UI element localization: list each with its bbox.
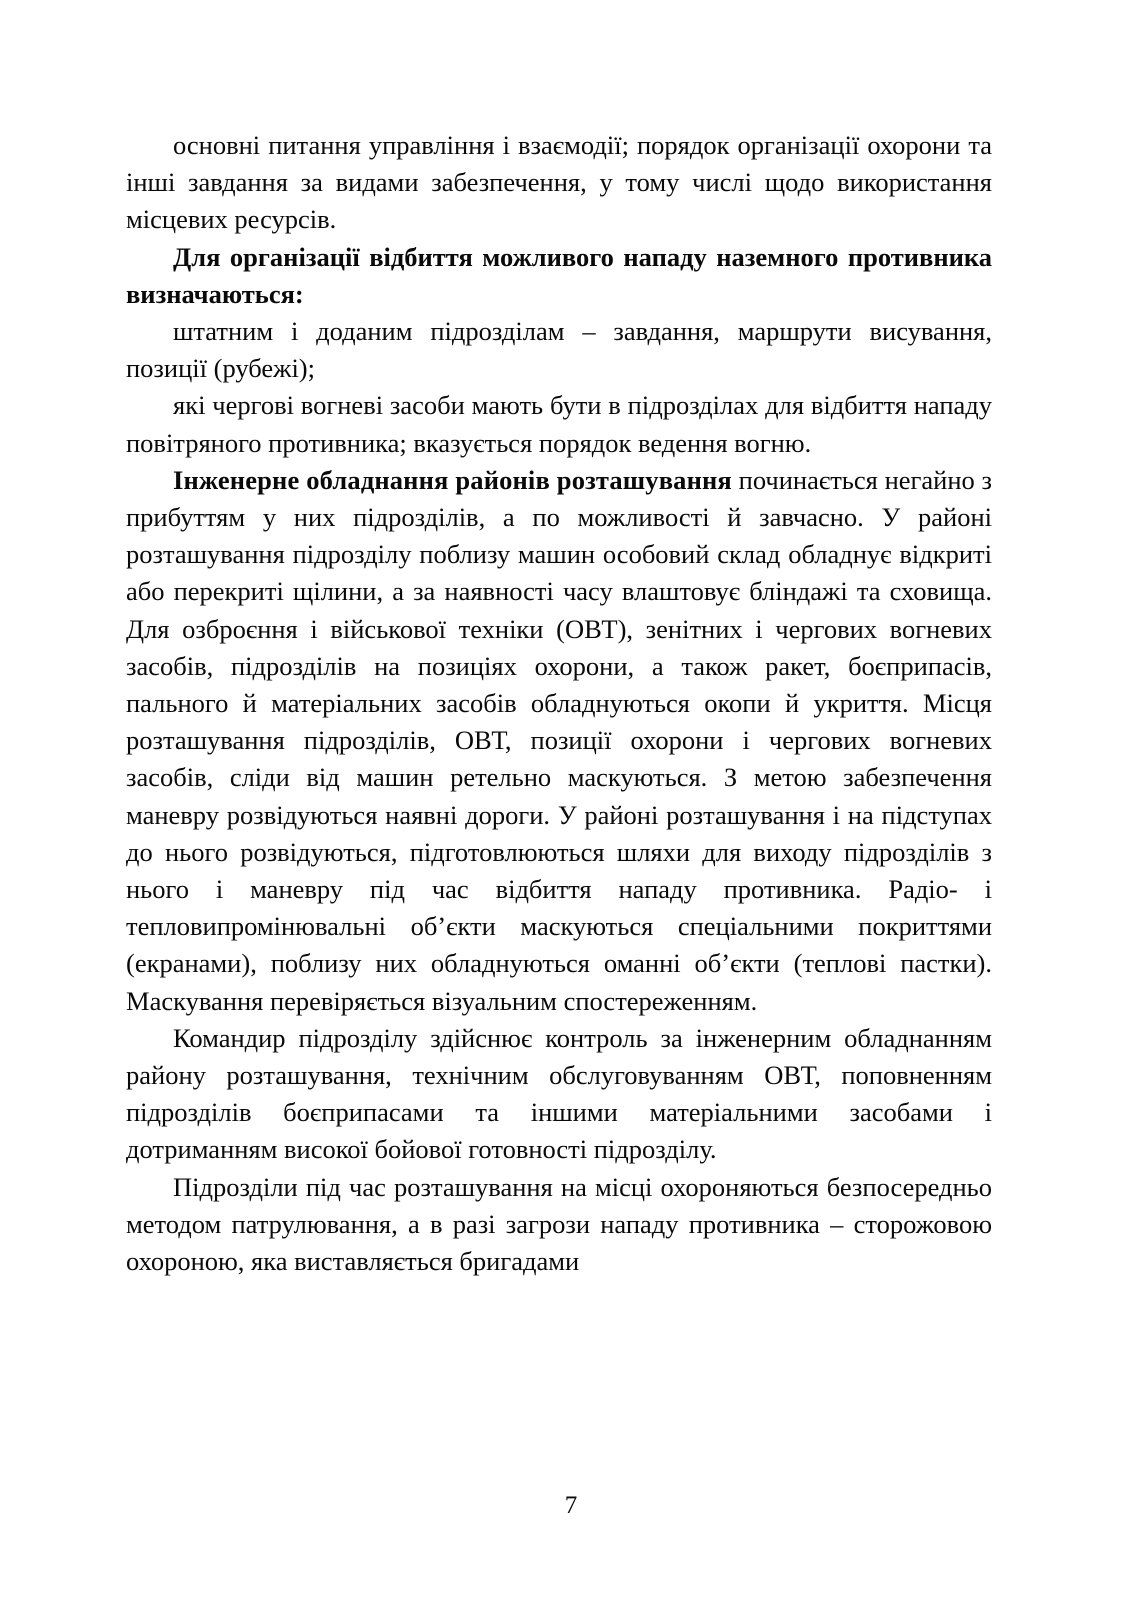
paragraph-3: штатним і доданим підрозділам – завдання, маршрути висування, позиції (рубежі); [126, 316, 992, 384]
paragraph-5-bold-lead: Інженерне обладнання районів розташування [173, 464, 732, 495]
paragraph-5 [126, 462, 992, 1020]
paragraph-7: Підрозділи під час розташування на місці охороняються безпосередньо методом патрулювання, а в разі загрози нападу противника – сторожовою охороною, яка виставляється бригадами [126, 1171, 992, 1277]
paragraph-4: які чергові вогневі засоби мають бути в підрозділах для відбиття нападу повітряного противника; вказується порядок ведення вогню. [126, 390, 992, 458]
document-text-column [126, 127, 992, 1280]
paragraph-5-body: починається негайно з прибуттям у них підрозділів, а по можливості й завчасно. У районі розташування підрозділу поблизу машин особовий склад обладнує відкриті або перекриті щілини, а за наявності часу влаштовує бліндажі та сховища. Для озброєння і військової техніки (ОВТ), зенітних і чергових вогневих засобів, підрозділів на позиціях охорони, а також ракет, боєприпасів, пального й матеріальних засобів обладнуються окопи й укриття. Місця розташування підрозділів, ОВТ, позиції охорони і чергових вогневих засобів, сліди від машин ретельно маскуються. З метою забезпечення маневру розвідуються наявні дороги. У районі розташування і на підступах до нього розвідуються, підготовлюються шляхи для виходу підрозділів з нього і маневру під час відбиття нападу противника. Радіо- і тепловипромінювальні об’єкти маскуються спеціальними покриттями (екранами), поблизу них обладнуються оманні об’єкти (теплові пастки). Маскування перевіряється візуальним спостереженням. [126, 464, 992, 1016]
paragraph-2-heading: Для організації відбиття можливого нападу наземного противника визначаються: [126, 241, 992, 309]
page-number: 7 [564, 1492, 578, 1519]
paragraph-6: Командир підрозділу здійснює контроль за інженерним обладнанням району розташування, технічним обслуговуванням ОВТ, поповненням підрозділів боєприпасами та іншими матеріальними засобами і дотриманням високої бойової готовності підрозділу. [126, 1022, 992, 1165]
paragraph-1: основні питання управління і взаємодії; порядок організації охорони та інші завдання за видами забезпечення, у тому числі щодо використання місцевих ресурсів. [126, 130, 992, 235]
